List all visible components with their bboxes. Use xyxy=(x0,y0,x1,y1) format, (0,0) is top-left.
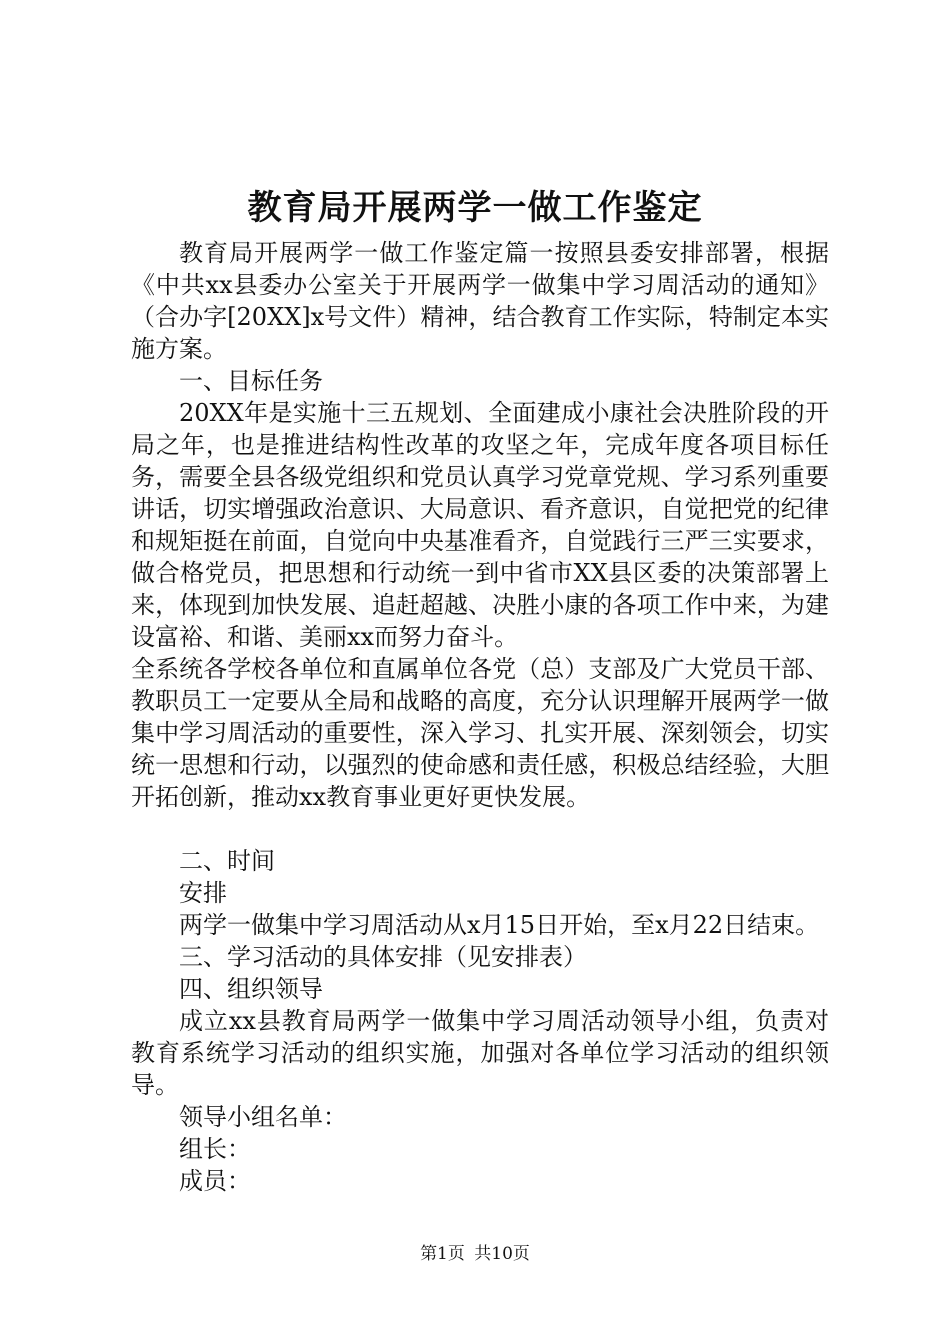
page-footer xyxy=(0,1242,950,1266)
document-body xyxy=(131,237,829,1197)
leadership-paragraph: 成立xx县教育局两学一做集中学习周活动领导小组，负责对教育系统学习活动的组织实施，加强对各单位学习活动的组织领导。 xyxy=(131,1007,829,1099)
time-subheading: 安排 xyxy=(179,879,227,907)
goals-paragraph-continued: 全系统各学校各单位和直属单位各党（总）支部及广大党员干部、教职员工一定要从全局和战略的高度，充分认识理解开展两学一做集中学习周活动的重要性，深入学习、扎实开展、深刻领会，切实统一思想和行动，以强烈的使命感和责任感，积极总结经验，大胆开拓创新，推动xx教育事业更好更快发展。 xyxy=(131,655,829,811)
section-heading-goals: 一、目标任务 xyxy=(179,367,323,395)
leader-list-label: 领导小组名单： xyxy=(179,1103,347,1131)
members-label: 成员： xyxy=(179,1167,251,1195)
section-heading-schedule: 三、学习活动的具体安排（见安排表） xyxy=(179,943,587,971)
time-paragraph: 两学一做集中学习周活动从x月15日开始，至x月22日结束。 xyxy=(179,911,820,939)
page-total: 共10页 xyxy=(474,1244,530,1264)
section-heading-time: 二、时间 xyxy=(179,847,275,875)
goals-paragraph: 20XX年是实施十三五规划、全面建成小康社会决胜阶段的开局之年，也是推进结构性改革的攻坚之年，完成年度各项目标任务，需要全县各级党组织和党员认真学习党章党规、学习系列重要讲话，切实增强政治意识、大局意识、看齐意识，自觉把党的纪律和规矩挺在前面，自觉向中央基准看齐，自觉践行三严三实要求，做合格党员，把思想和行动统一到中省市XX县区委的决策部署上来，体现到加快发展、追赶超越、决胜小康的各项工作中来，为建设富裕、和谐、美丽xx而努力奋斗。 xyxy=(131,399,829,651)
paragraph-gap xyxy=(131,813,829,845)
page-number: 第1页 xyxy=(420,1244,465,1264)
document-title: 教育局开展两学一做工作鉴定 xyxy=(247,188,703,228)
intro-paragraph: 教育局开展两学一做工作鉴定篇一按照县委安排部署，根据《中共xx县委办公室关于开展两学一做集中学习周活动的通知》（合办字[20XX]x号文件）精神，结合教育工作实际，特制定本实施方案。 xyxy=(131,239,829,363)
group-leader-label: 组长： xyxy=(179,1135,251,1163)
section-heading-leadership: 四、组织领导 xyxy=(179,975,323,1003)
